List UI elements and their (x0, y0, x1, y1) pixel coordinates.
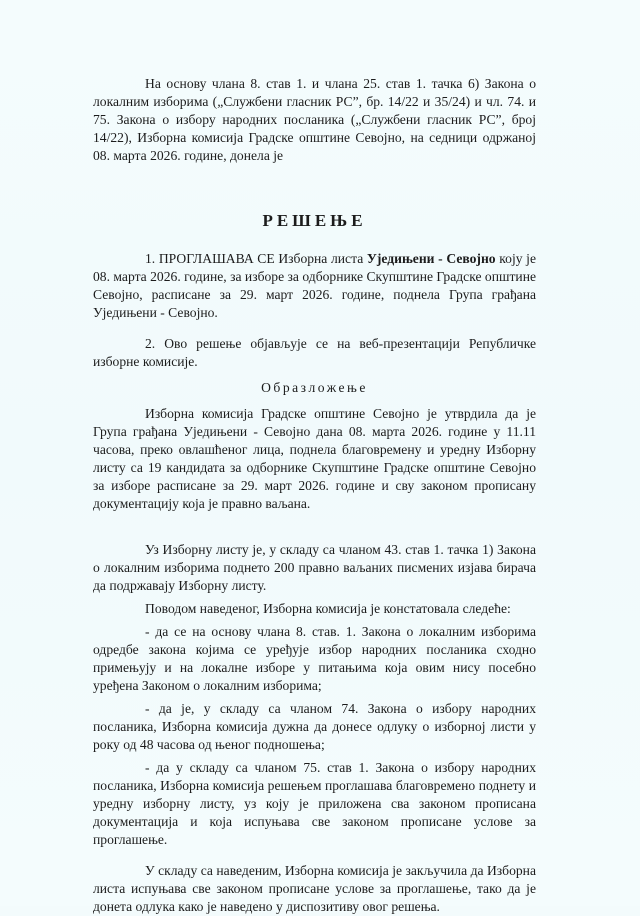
document-title: РЕШЕЊЕ (262, 211, 367, 230)
conclusion-paragraph: У складу са наведеним, Изборна комисија је закључила да Изборна листа испуњава све законом прописане услове за проглашење, тако да је донета одлука како је наведено у диспозитиву овог решења. (93, 863, 536, 914)
reasoning-paragraph: Уз Изборну листу је, у складу са чланом 43. став 1. тачка 1) Закона о локалним изборима поднето 200 правно ваљаних писмених изјава бирача да подржавају Изборну листу. (93, 542, 536, 593)
list-name: Уједињени - Севојно (366, 251, 496, 266)
finding-item: - да је, у складу са чланом 74. Закона о избору народних посланика, Изборна комисија дужна да донесе одлуку о изборној листи у року од 48 часова од њеног подношења; (93, 701, 536, 752)
finding-item: - да се на основу члана 8. став. 1. Закона о локалним изборима одредбе закона којима се уређује избор народних посланика сходно примењују и на локалне изборе у питањима која овим нису посебно уређена Законом о локалним изборима; (93, 624, 536, 693)
reasoning-paragraph: Изборна комисија Градске општине Севојно је утврдила да је Група грађана Уједињени - Севојно дана 08. марта 2026. године у 11.11 часова, преко овлашћеног лица, поднела благовремену и уредну Изборну листу са 19 кандидата за одборнике Скупштине Градске општине Севојно за изборе расписане за 29. март 2026. године и сву законом прописану документацију која је правно ваљана. (93, 406, 536, 511)
item-1-text-start: 1. ПРОГЛАШАВА СЕ Изборна листа (145, 251, 367, 266)
preamble: На основу члана 8. став 1. и члана 25. став 1. тачка 6) Закона о локалним изборима („Службени гласник РС”, бр. 14/22 и 35/24) и чл. 74. и 75. Закона о избору народних посланика („Службени гласник РС”, број 14/22), Изборна комисија Градске општине Севојно, на седници одржаној 08. марта 2026. године, донела је (93, 76, 536, 163)
item-1-text-end: коју је 08. марта 2026. године, за изборе за одборнике Скупштине Градске општине Севојно, расписане за 29. март 2026. године, поднела Група грађана Уједињени - Севојно. (93, 251, 536, 320)
document-body (93, 75, 536, 916)
decision-item-1 (93, 250, 536, 322)
finding-item: - да у складу са чланом 75. став 1. Закона о избору народних посланика, Изборна комисија решењем проглашава благовремено поднету и уредну изборну листу, уз коју је приложена сва законом прописана документација и која испуњава све законом прописане услове за проглашење. (93, 760, 536, 847)
decision-item-2: 2. Ово решење објављује се на веб-презентацији Републичке изборне комисије. (93, 336, 536, 369)
reasoning-paragraph: Поводом наведеног, Изборна комисија је констатовала следеће: (145, 601, 511, 616)
reasoning-heading: Образложење (261, 380, 368, 395)
